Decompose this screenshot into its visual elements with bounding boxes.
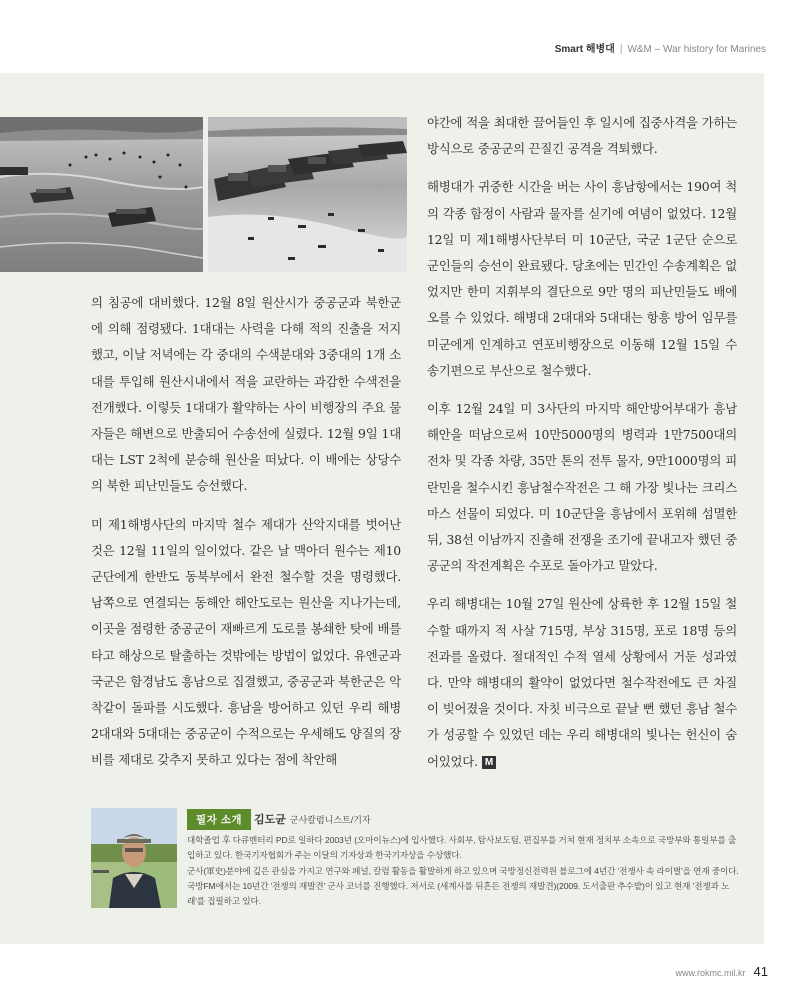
body-paragraph-text: 우리 해병대는 10월 27일 원산에 상륙한 후 12월 15일 철수할 때까지 적 사살 715명, 부상 315명, 포로 18명 등의 전과를 올렸다. 절대적인 수적 열세 상황에서 거둔 성과였다. 만약 해병대의 활약이 없었다면 철수작전에도 큰 차질이 빚어졌을 것이다. 자칫 비극으로 끝날 뻔 했던 흥남 철수가 성공할 수 있었던 데는 우리 해병대의 빛나는 헌신이 숨어있었다. <box>427 596 737 769</box>
page-header <box>0 40 766 55</box>
landing-ships-photo-right-image <box>208 117 407 272</box>
author-portrait-image <box>91 808 177 908</box>
author-name: 김도균 <box>254 814 286 826</box>
page-number: 41 <box>753 964 768 979</box>
end-mark-icon: M <box>482 756 496 769</box>
magazine-brand: Smart 해병대 <box>554 44 615 55</box>
author-role: 군사칼럼니스트/기자 <box>289 815 371 825</box>
body-paragraph: 야간에 적을 최대한 끌어들인 후 일시에 집중사격을 가하는 방식으로 중공군의 끈질긴 공격을 격퇴했다. <box>427 115 737 157</box>
photo-strip <box>0 117 407 272</box>
body-paragraph: 이후 12월 24일 미 3사단의 마지막 해안방어부대가 흥남 해안을 떠남으로써 10만5000명의 병력과 1만7500대의 전차 및 각종 차량, 35만 톤의 전투 물자, 9만1000명의 피란민을 철수시킨 흥남철수작전은 그 해 가장 빛나는 크리스마스 선물이 되었다. 미 10군단을 흥남에서 포위해 섬멸한 뒤, 38선 이남까지 진출해 전쟁을 조기에 끝내고자 했던 중공군의 작전계획은 수포로 돌아가고 말았다. <box>427 401 737 574</box>
body-paragraph: 의 침공에 대비했다. 12월 8일 원산시가 중공군과 북한군에 의해 점령됐다. 1대대는 사력을 다해 적의 진출을 저지했고, 이날 저녁에는 각 중대의 수색분대와 3중대의 1개 소대를 투입해 원산시내에서 적을 교란하는 과감한 수색전을 전개했다. 이렇듯 1대대가 활약하는 사이 비행장의 주요 물자들은 해변으로 반출되어 수송선에 실렸다. 12월 9일 1대대는 LST 2척에 분승해 원산을 떠났다. 이 배에는 상당수의 북한 피난민들도 승선했다. <box>91 295 401 494</box>
author-bio-paragraph: 대학졸업 후 다큐멘터리 PD로 일하다 2003년 (오마이뉴스)에 입사했다. 사회부, 탐사보도팀, 편집부를 거쳐 현재 정치부 소속으로 국방부와 통일부를 출입하고 있다. 한국기자협회가 주는 이달의 기자상과 한국기자상을 수상했다. <box>187 835 737 861</box>
section-subtitle: W&M – War history for Marines <box>627 44 766 55</box>
author-bio-paragraph: 군사(軍史)분야에 깊은 관심을 가지고 연구와 패널, 칼럼 활동을 활발하게 하고 있으며 국방정신전력원 블로그에 4년간 '전쟁사 속 라이벌'을 연재 중이다. 국방FM에서는 10년간 '전쟁의 재발견' 군사 코너를 진행했다. 저서로 (세계사를 뒤흔든 전쟁의 재발견)(2009. 도서출판 추수밭)이 있고 현재 '전쟁과 노래'를 집필하고 있다. <box>187 865 739 907</box>
author-name-line <box>254 811 371 827</box>
landing-craft-photo-left-image <box>0 117 203 272</box>
header-separator: | <box>619 44 623 55</box>
article-left-column <box>91 290 401 786</box>
author-tag-label: 필자 소개 <box>187 809 251 830</box>
article-right-column <box>427 110 737 787</box>
author-bio <box>187 833 739 909</box>
website-url: www.rokmc.mil.kr <box>675 968 746 978</box>
landing-craft-photo-left <box>0 117 203 272</box>
body-paragraph: 해병대가 귀중한 시간을 버는 사이 흥남항에서는 190여 척의 각종 함정이 사람과 물자를 싣기에 여념이 없었다. 12월 12일 미 제1해병사단부터 미 10군단, 국군 1군단 순으로 군인들의 승선이 완료됐다. 당초에는 민간인 수송계획은 없었지만 한미 지휘부의 결단으로 9만 명의 피난민들도 배에 오를 수 있었다. 해병대 2대대와 5대대는 항흥 방어 임무를 미군에게 인계하고 연포비행장으로 이동해 12월 15일 수송기편으로 부산으로 철수했다. <box>427 179 737 378</box>
body-paragraph-final <box>427 591 737 774</box>
landing-ships-photo-right <box>208 117 407 272</box>
body-paragraph: 미 제1해병사단의 마지막 철수 제대가 산악지대를 벗어난 것은 12월 11일의 일이었다. 같은 날 맥아더 원수는 제10군단에게 한반도 동북부에서 완전 철수할 것을 명령했다. 남쪽으로 연결되는 동해안 해안도로는 원산을 지나가는데, 이곳을 점령한 중공군이 재빠르게 도로를 봉쇄한 탓에 배를 타고 해상으로 탈출하는 것밖에는 방법이 없었다. 유엔군과 국군은 함경남도 흥남으로 집결했고, 중공군과 북한군은 악착같이 돌파를 시도했다. 흥남을 방어하고 있던 우리 해병 2대대와 5대대는 중공군이 수적으로는 우세해도 양질의 장비를 제대로 갖추지 못하고 있다는 점에 착안해 <box>91 516 401 768</box>
author-profile <box>91 808 741 908</box>
page-footer <box>676 963 768 981</box>
author-photo <box>91 808 177 908</box>
